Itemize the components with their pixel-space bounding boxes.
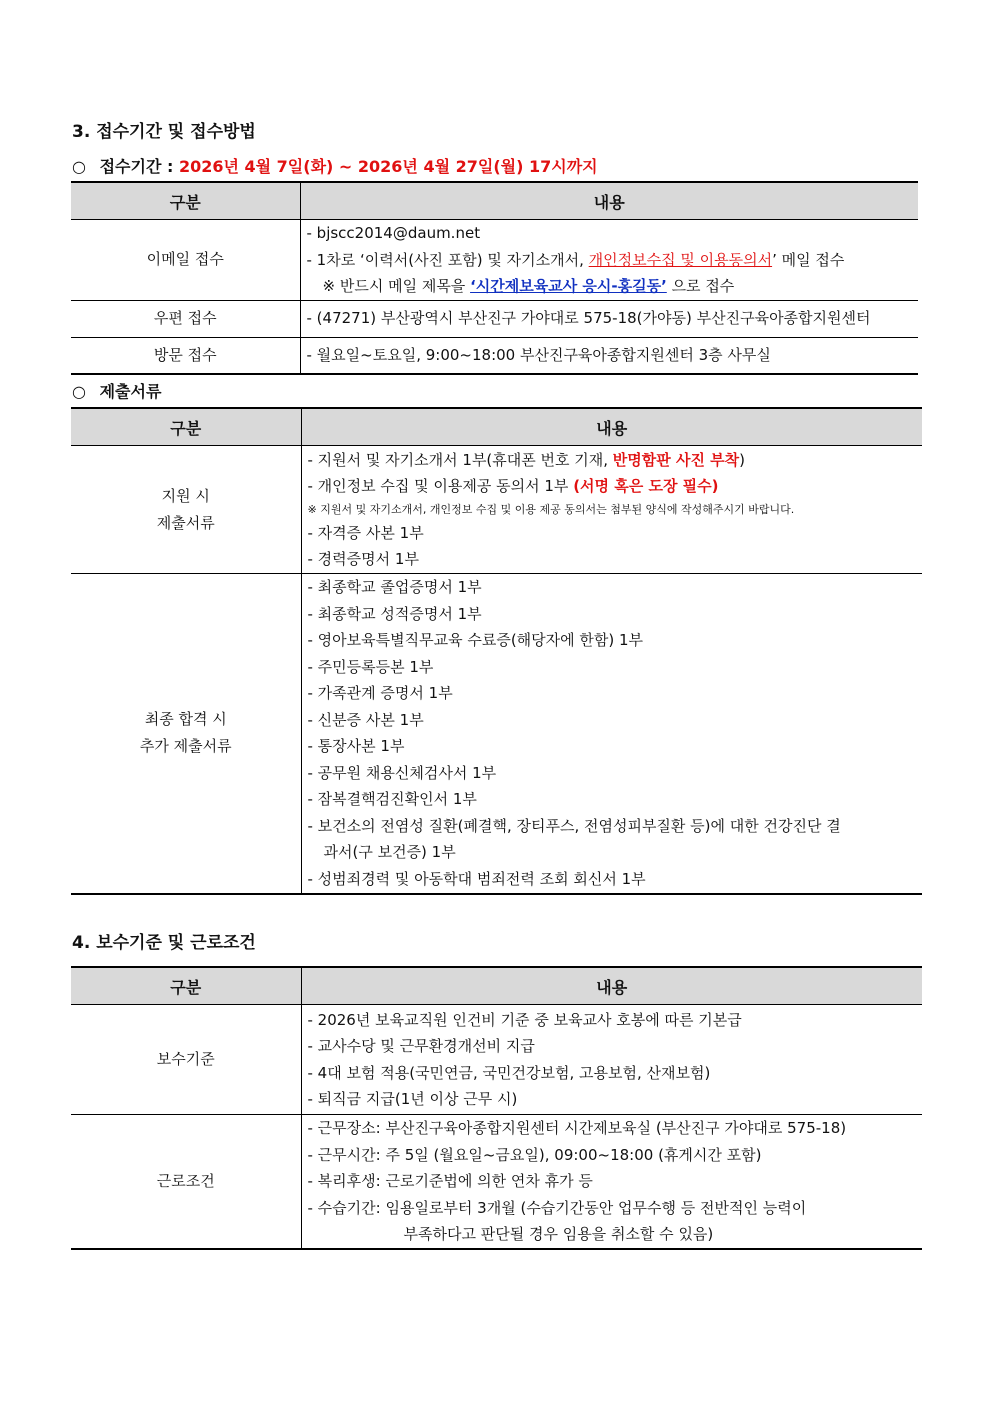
list-item: - 성범죄경력 및 아동학대 범죄전력 조회 회신서 1부 xyxy=(307,869,646,888)
list-item: - 가족관계 증명서 1부 xyxy=(307,684,453,703)
table-row xyxy=(71,446,922,574)
list-item: - 4대 보험 적용(국민연금, 국민건강보험, 고용보험, 산재보험) xyxy=(307,1063,711,1082)
list-item: - 퇴직금 지급(1년 이상 근무 시) xyxy=(307,1090,518,1108)
list-item: - 최종학교 성적증명서 1부 xyxy=(307,604,482,623)
table-row xyxy=(71,337,918,374)
final-docs-label: 최종 합격 시 추가 제출서류 xyxy=(71,574,301,894)
visit-content: - 월요일~토요일, 9:00~18:00 부산진구육아종합지원센터 3층 사무실 xyxy=(306,346,771,364)
circle-bullet-icon: ○ xyxy=(72,157,86,176)
header-content: 내용 xyxy=(301,967,922,1005)
work-content xyxy=(301,1115,922,1249)
header-content: 내용 xyxy=(300,182,918,220)
list-item: - 복리후생: 근로기준법에 의한 연차 휴가 등 xyxy=(307,1172,593,1190)
list-item: - 자격증 사본 1부 xyxy=(307,523,424,542)
email-line2: - 1차로 ‘이력서(사진 포함) 및 자기소개서, 개인정보수집 및 이용동의서’ 메일 접수 xyxy=(306,250,845,269)
pay-label: 보수기준 xyxy=(71,1005,301,1115)
apply-docs-content xyxy=(301,446,922,574)
reception-table xyxy=(71,181,918,375)
section4-title: 4. 보수기준 및 근로조건 xyxy=(72,933,256,953)
consent-form-text: 개인정보수집 및 이용동의서 xyxy=(588,250,773,269)
list-item-continuation: 부족하다고 판단될 경우 임용을 취소할 수 있음) xyxy=(403,1225,714,1243)
email-address: - bjscc2014@daum.net xyxy=(306,224,481,242)
list-item: - 공무원 채용신체검사서 1부 xyxy=(307,763,497,782)
pay-content xyxy=(301,1005,922,1115)
list-item: - 보건소의 전염성 질환(폐결핵, 장티푸스, 전염성피부질환 등)에 대한 건강진단 결 xyxy=(307,816,841,835)
list-item: - 2026년 보육교직원 인건비 기준 중 보육교사 호봉에 따른 기본급 xyxy=(307,1010,742,1029)
header-category: 구분 xyxy=(71,408,301,446)
list-item: - 근무장소: 부산진구육아종합지원센터 시간제보육실 (부산진구 가야대로 575-18) xyxy=(307,1119,847,1137)
list-item: - 근무시간: 주 5일 (월요일~금요일), 09:00~18:00 (휴게시간 포함) xyxy=(307,1145,762,1164)
list-item: - 잠복결핵검진확인서 1부 xyxy=(307,790,477,809)
list-item: - 신분증 사본 1부 xyxy=(307,710,424,729)
period-label: 접수기간 : xyxy=(99,157,174,176)
list-item: - 수습기간: 임용일로부터 3개월 (수습기간동안 업무수행 등 전반적인 능력이 xyxy=(307,1198,807,1217)
list-item: - 최종학교 졸업증명서 1부 xyxy=(307,578,482,597)
email-line3: ※ 반드시 메일 제목을 ‘시간제보육교사 응시-홍길동’ 으로 접수 xyxy=(322,277,735,295)
post-label: 우편 접수 xyxy=(71,300,300,337)
section3-title: 3. 접수기간 및 접수방법 xyxy=(72,122,256,142)
apply-note: ※ 지원서 및 자기소개서, 개인정보 수집 및 이용 제공 동의서는 첨부된 양식에 작성해주시기 바랍니다. xyxy=(307,502,795,516)
period-line xyxy=(72,154,598,177)
header-category: 구분 xyxy=(71,967,301,1005)
documents-table xyxy=(71,407,922,895)
visit-label: 방문 접수 xyxy=(71,337,300,374)
table-row xyxy=(71,1005,922,1115)
circle-bullet-icon: ○ xyxy=(72,382,86,401)
list-item: - 영아보육특별직무교육 수료증(해당자에 한함) 1부 xyxy=(307,631,644,650)
table-row xyxy=(71,300,918,337)
list-item: - 주민등록등본 1부 xyxy=(307,657,434,676)
header-content: 내용 xyxy=(301,408,922,446)
list-item: - 지원서 및 자기소개서 1부(휴대폰 번호 기재, 반명함판 사진 부착) xyxy=(307,450,746,469)
list-item: - 경력증명서 1부 xyxy=(307,550,419,568)
post-content: - (47271) 부산광역시 부산진구 가야대로 575-18(가야동) 부산진구육아종합지원센터 xyxy=(306,309,871,328)
table-row xyxy=(71,1115,922,1249)
table-row xyxy=(71,574,922,894)
email-label: 이메일 접수 xyxy=(71,220,300,301)
subject-example: ‘시간제보육교사 응시-홍길동’ xyxy=(470,277,667,295)
final-docs-content xyxy=(301,574,922,894)
list-item-continuation: 과서(구 보건증) 1부 xyxy=(323,843,456,862)
work-label: 근로조건 xyxy=(71,1115,301,1249)
list-item: - 교사수당 및 근무환경개선비 지급 xyxy=(307,1037,535,1055)
apply-docs-label: 지원 시 제출서류 xyxy=(71,446,301,574)
email-content xyxy=(300,220,918,301)
table-row xyxy=(71,220,918,301)
docs-title: ○ 제출서류 xyxy=(72,382,162,401)
header-category: 구분 xyxy=(71,182,300,220)
period-value: 2026년 4월 7일(화) ~ 2026년 4월 27일(월) 17시까지 xyxy=(178,157,598,176)
list-item: - 통장사본 1부 xyxy=(307,737,405,756)
pay-table xyxy=(71,966,922,1250)
list-item: - 개인정보 수집 및 이용제공 동의서 1부 (서명 혹은 도장 필수) xyxy=(307,477,719,495)
